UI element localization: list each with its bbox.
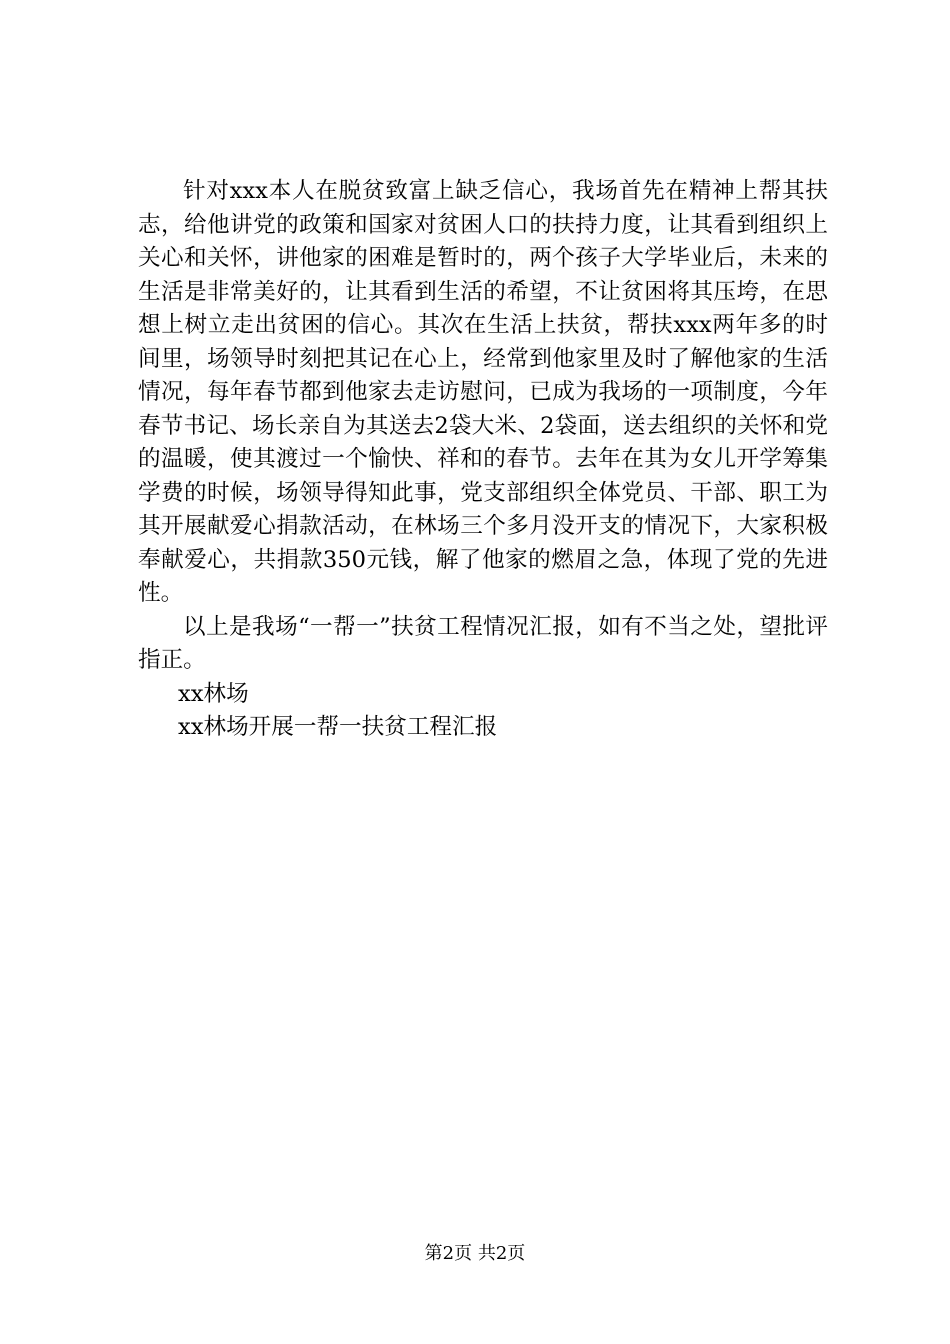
paragraph-assistance-details: 针对xxx本人在脱贫致富上缺乏信心，我场首先在精神上帮其扶志，给他讲党的政策和国家对贫困人口的扶持力度，让其看到组织上关心和关怀，讲他家的困难是暂时的，两个孩子大学毕业后，未来的生活是非常美好的，让其看到生活的希望，不让贫困将其压垮，在思想上树立走出贫困的信心。其次在生活上扶贫，帮扶xxx两年多的时间里，场领导时刻把其记在心上，经常到他家里及时了解他家的生活情况，每年春节都到他家去走访慰问，已成为我场的一项制度，今年春节书记、场长亲自为其送去2袋大米、2袋面，送去组织的关怀和党的温暖，使其渡过一个愉快、祥和的春节。去年在其为女儿开学筹集学费的时候，场领导得知此事，党支部组织全体党员、干部、职工为其开展献爱心捐款活动，在林场三个多月没开支的情况下，大家积极奉献爱心，共捐款350元钱，解了他家的燃眉之急，体现了党的先进性。	[138, 178, 828, 606]
paragraph-closing-remarks: 以上是我场“一帮一”扶贫工程情况汇报，如有不当之处，望批评指正。	[138, 613, 828, 673]
page-number-indicator: 第2页 共2页	[424, 1243, 526, 1264]
signature-line: xx林场	[178, 680, 249, 707]
closing-title-line: xx林场开展一帮一扶贫工程汇报	[178, 714, 498, 740]
document-body	[138, 175, 828, 745]
page-footer	[0, 1242, 950, 1266]
